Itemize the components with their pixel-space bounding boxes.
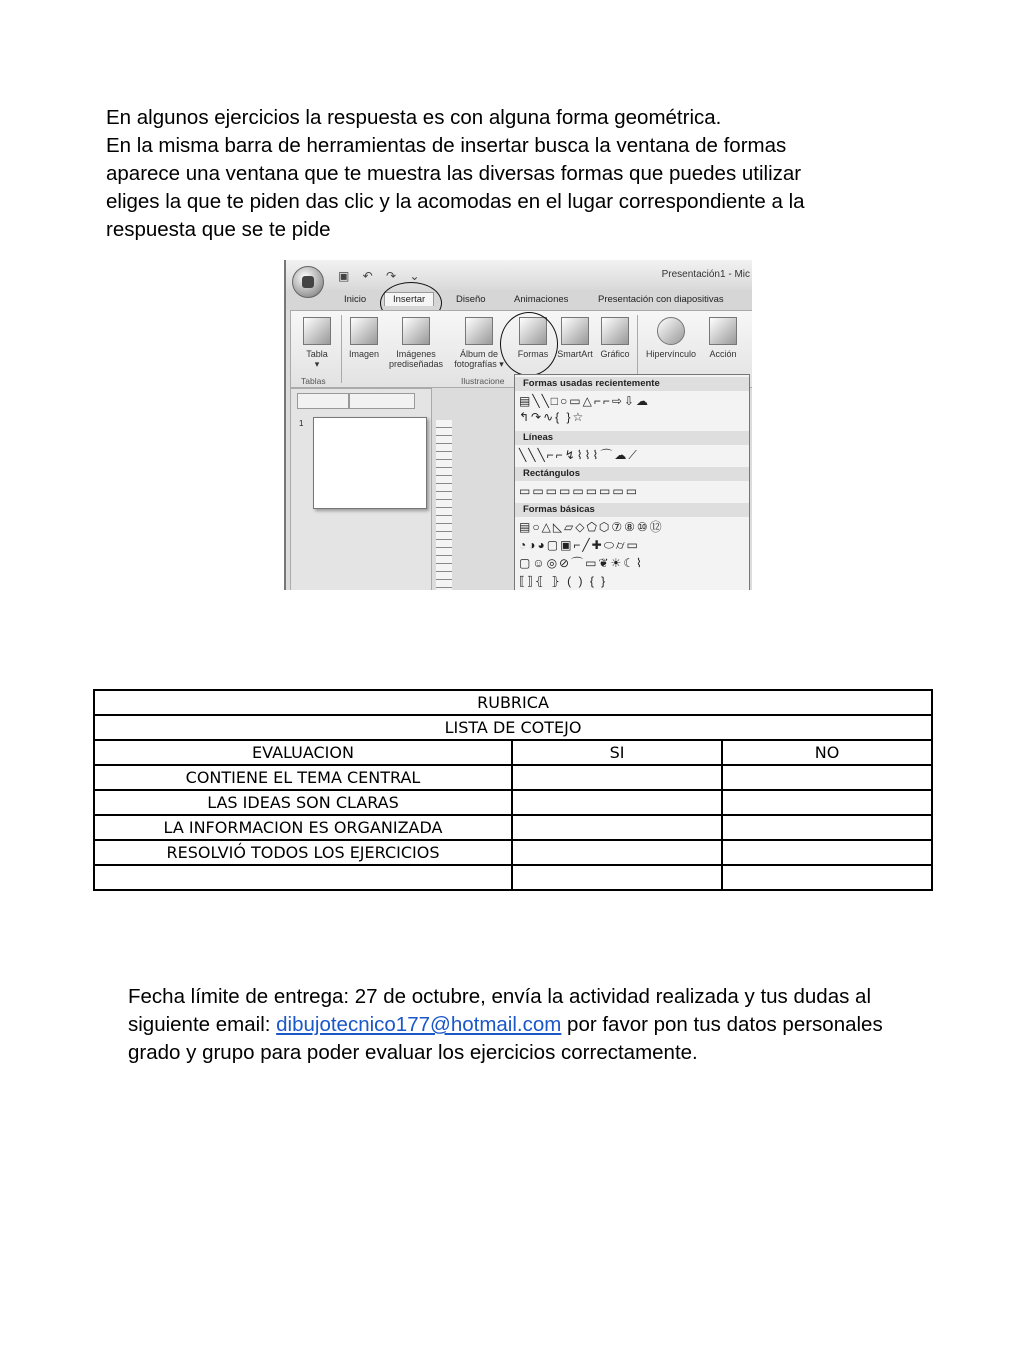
- no-cell: [722, 840, 932, 865]
- email-link[interactable]: dibujotecnico177@hotmail.com: [276, 1013, 562, 1036]
- table-row: [94, 865, 932, 890]
- section-lines: Líneas: [515, 431, 749, 445]
- smartart-button: [555, 317, 595, 359]
- vertical-ruler: [436, 420, 452, 590]
- action-label: Acción: [709, 349, 737, 359]
- rubric-subtitle: LISTA DE COTEJO: [94, 715, 932, 740]
- globe-icon: [657, 317, 685, 345]
- email-prefix: siguiente email:: [128, 1013, 277, 1036]
- outro-line: Fecha límite de entrega: 27 de octubre, envía la actividad realizada y tus dudas al: [128, 985, 872, 1008]
- deadline-paragraph: [128, 983, 988, 1067]
- no-cell: [722, 815, 932, 840]
- no-cell: [722, 765, 932, 790]
- group-separator: [637, 315, 638, 383]
- tab-inicio: Inicio: [344, 294, 367, 305]
- outro-line: grado y grupo para poder evaluar los ejercicios correctamente.: [128, 1041, 698, 1064]
- intro-line: En algunos ejercicios la respuesta es con alguna forma geométrica.: [106, 106, 722, 129]
- table-row: [94, 815, 932, 840]
- image-button: [345, 317, 383, 359]
- table-row: [94, 715, 932, 740]
- intro-line: respuesta que se te pide: [106, 218, 331, 241]
- smartart-label: SmartArt: [557, 349, 593, 359]
- si-cell: [512, 790, 722, 815]
- si-cell: [512, 840, 722, 865]
- table-icon: [303, 317, 331, 345]
- section-basic: Formas básicas: [515, 503, 749, 517]
- album-icon: [465, 317, 493, 345]
- shapes-row: ╲╲╲⌐⌐↯⌇⌇⌇⌒☁⟋: [519, 448, 639, 462]
- clipart-icon: [402, 317, 430, 345]
- slides-tab: [297, 393, 349, 409]
- group-separator: [341, 315, 342, 383]
- office-button-icon: [292, 266, 324, 298]
- criterion-cell: RESOLVIÓ TODOS LOS EJERCICIOS: [94, 840, 512, 865]
- section-recent: Formas usadas recientemente: [515, 377, 749, 391]
- table-row: [94, 690, 932, 715]
- album-label-2: fotografías ▾: [454, 359, 504, 369]
- intro-line: En la misma barra de herramientas de insertar busca la ventana de formas: [106, 134, 787, 157]
- table-row: [94, 790, 932, 815]
- clipart-label-2: prediseñadas: [388, 359, 444, 369]
- table-button: [299, 317, 335, 369]
- outro-line: [128, 1011, 988, 1039]
- hyperlink-label: Hipervínculo: [645, 349, 697, 359]
- no-cell: [722, 865, 932, 890]
- slides-pane: [290, 388, 432, 590]
- table-arrow: ▾: [314, 359, 320, 369]
- shapes-label: Formas: [517, 349, 549, 359]
- window-title: Presentación1 - Mic: [661, 269, 750, 280]
- highlight-circle-formas: [500, 312, 558, 376]
- criterion-cell: LA INFORMACION ES ORGANIZADA: [94, 815, 512, 840]
- clipart-label-1: Imágenes: [396, 349, 436, 359]
- title-bar: [286, 260, 752, 290]
- shapes-row: ⟦⟧⦃ ⦄ ( ) { }: [519, 574, 608, 588]
- outline-tab: [349, 393, 415, 409]
- shapes-row: ↰↷∿{ }☆: [519, 410, 586, 424]
- shapes-row: ▢☺◎⊘⌒▭❦☀☾⌇: [519, 556, 644, 570]
- quick-access-toolbar: ▣ ↶ ↷ ⌄: [338, 269, 425, 283]
- smartart-icon: [561, 317, 589, 345]
- tab-diseno: Diseño: [456, 294, 486, 305]
- group-label-ilustraciones: Ilustracione: [461, 376, 505, 386]
- clipart-button: [385, 317, 447, 369]
- shapes-row: ▤╲╲□○▭△⌐⌐⇨⇩☁: [519, 394, 650, 408]
- chart-button: [597, 317, 633, 359]
- header-si: SI: [512, 740, 722, 765]
- tab-animaciones: Animaciones: [514, 294, 569, 305]
- criterion-cell: CONTIENE EL TEMA CENTRAL: [94, 765, 512, 790]
- shapes-row: ◔◑◕▢▣⌐╱✚⬭⌭▭: [519, 538, 640, 552]
- ribbon-tabs: [286, 290, 752, 310]
- rubric-title: RUBRICA: [94, 690, 932, 715]
- chart-icon: [601, 317, 629, 345]
- rubric-table: [93, 689, 933, 891]
- shapes-dropdown: [514, 374, 750, 590]
- no-cell: [722, 790, 932, 815]
- slide-number: 1: [299, 419, 304, 428]
- image-icon: [350, 317, 378, 345]
- hyperlink-button: [641, 317, 701, 359]
- tab-presentacion: Presentación con diapositivas: [598, 294, 724, 305]
- slide-thumbnail: [313, 417, 427, 509]
- header-no: NO: [722, 740, 932, 765]
- tab-insertar: Insertar: [384, 292, 434, 306]
- shapes-row: ▤○△◺▱◇⬠⬡⑦⑧⑩⑫: [519, 520, 664, 534]
- shapes-row: ▭▭▭▭▭▭▭▭▭: [519, 484, 640, 498]
- chart-label: Gráfico: [600, 349, 630, 359]
- image-label: Imagen: [348, 349, 380, 359]
- section-rectangles: Rectángulos: [515, 467, 749, 481]
- si-cell: [512, 865, 722, 890]
- si-cell: [512, 815, 722, 840]
- intro-line: aparece una ventana que te muestra las diversas formas que puedes utilizar: [106, 162, 802, 185]
- intro-paragraph: [106, 104, 906, 244]
- table-row: [94, 840, 932, 865]
- table-row: [94, 765, 932, 790]
- table-label: Tabla: [306, 349, 328, 359]
- powerpoint-screenshot: [284, 260, 752, 590]
- criterion-cell: [94, 865, 512, 890]
- action-button: [703, 317, 743, 359]
- album-label-1: Álbum de: [459, 349, 499, 359]
- table-header-row: [94, 740, 932, 765]
- si-cell: [512, 765, 722, 790]
- email-suffix: por favor pon tus datos personales: [561, 1013, 883, 1036]
- criterion-cell: LAS IDEAS SON CLARAS: [94, 790, 512, 815]
- intro-line: eliges la que te piden das clic y la acomodas en el lugar correspondiente a la: [106, 190, 805, 213]
- action-icon: [709, 317, 737, 345]
- group-label-tablas: Tablas: [301, 376, 326, 386]
- header-evaluacion: EVALUACION: [94, 740, 512, 765]
